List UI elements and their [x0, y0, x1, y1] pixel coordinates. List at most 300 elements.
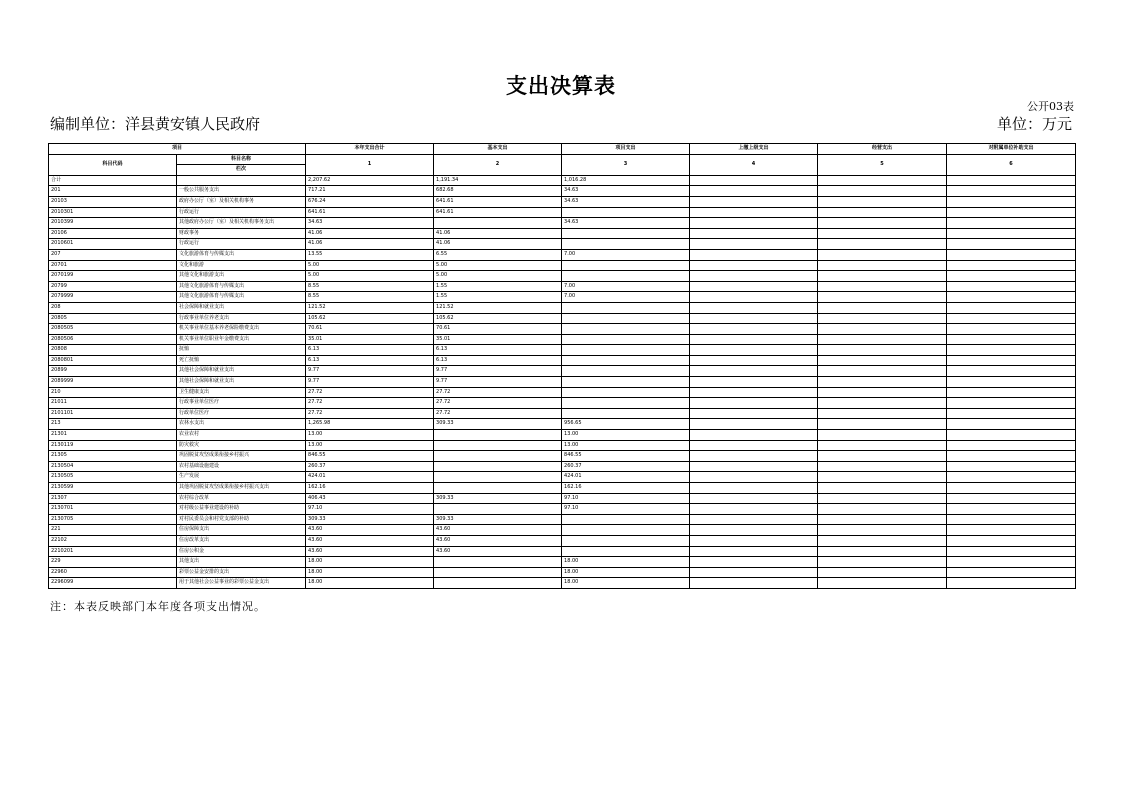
cell-business	[818, 546, 947, 557]
cell-subsidy	[947, 525, 1076, 536]
col-number-3: 3	[562, 154, 690, 175]
cell-project: 162.16	[562, 483, 690, 494]
cell-code: 20106	[49, 228, 177, 239]
cell-subsidy	[947, 567, 1076, 578]
cell-subsidy	[947, 186, 1076, 197]
table-row	[49, 451, 1076, 462]
cell-total: 34.63	[306, 218, 434, 229]
col-number-4: 4	[690, 154, 818, 175]
cell-subsidy	[947, 207, 1076, 218]
cell-code: 2079999	[49, 292, 177, 303]
header-row-1	[49, 144, 1076, 155]
cell-code: 2130701	[49, 504, 177, 515]
cell-business	[818, 408, 947, 419]
cell-project	[562, 207, 690, 218]
cell-upper	[690, 440, 818, 451]
cell-name: 机关事业单位基本养老保险缴费支出	[177, 324, 306, 335]
cell-basic: 641.61	[434, 207, 562, 218]
cell-total: 641.61	[306, 207, 434, 218]
cell-basic: 43.60	[434, 535, 562, 546]
cell-code: 221	[49, 525, 177, 536]
cell-total: 27.72	[306, 398, 434, 409]
header-col-basic: 基本支出	[434, 144, 562, 155]
cell-project: 18.00	[562, 567, 690, 578]
cell-name: 住房公积金	[177, 546, 306, 557]
cell-total: 41.06	[306, 228, 434, 239]
cell-project	[562, 260, 690, 271]
cell-upper	[690, 504, 818, 515]
header-col-upper: 上缴上级支出	[690, 144, 818, 155]
cell-business	[818, 271, 947, 282]
cell-basic	[434, 218, 562, 229]
cell-project: 956.65	[562, 419, 690, 430]
table-row	[49, 281, 1076, 292]
cell-code: 20899	[49, 366, 177, 377]
cell-project	[562, 324, 690, 335]
table-row	[49, 196, 1076, 207]
cell-subsidy	[947, 292, 1076, 303]
table-row	[49, 355, 1076, 366]
cell-business	[818, 196, 947, 207]
cell-total: 260.37	[306, 461, 434, 472]
cell-total: 13.55	[306, 249, 434, 260]
cell-upper	[690, 249, 818, 260]
table-row	[49, 249, 1076, 260]
cell-basic: 5.00	[434, 260, 562, 271]
cell-upper	[690, 366, 818, 377]
cell-business	[818, 535, 947, 546]
cell-name: 行政运行	[177, 239, 306, 250]
cell-project	[562, 302, 690, 313]
cell-total: 2,207.62	[306, 175, 434, 186]
cell-project: 7.00	[562, 249, 690, 260]
cell-code: 213	[49, 419, 177, 430]
cell-business	[818, 260, 947, 271]
cell-name: 抚恤	[177, 345, 306, 356]
table-row	[49, 567, 1076, 578]
cell-basic: 682.68	[434, 186, 562, 197]
cell-name: 卫生健康支出	[177, 387, 306, 398]
cell-upper	[690, 493, 818, 504]
table-row	[49, 419, 1076, 430]
cell-basic	[434, 483, 562, 494]
cell-subsidy	[947, 578, 1076, 589]
cell-code: 2010399	[49, 218, 177, 229]
cell-code: 20103	[49, 196, 177, 207]
cell-project	[562, 334, 690, 345]
table-row	[49, 387, 1076, 398]
table-row	[49, 313, 1076, 324]
cell-basic	[434, 440, 562, 451]
cell-project: 34.63	[562, 186, 690, 197]
cell-basic: 9.77	[434, 366, 562, 377]
cell-upper	[690, 398, 818, 409]
cell-code: 20808	[49, 345, 177, 356]
cell-name: 文化和旅游	[177, 260, 306, 271]
cell-name: 农业农村	[177, 430, 306, 441]
cell-name: 对村民委员会和村党支部的补助	[177, 514, 306, 525]
table-row	[49, 228, 1076, 239]
form-number: 公开03表	[1027, 100, 1074, 113]
header-col-subsidy: 对附属单位补助支出	[947, 144, 1076, 155]
cell-upper	[690, 355, 818, 366]
cell-total: 5.00	[306, 260, 434, 271]
cell-business	[818, 175, 947, 186]
cell-upper	[690, 175, 818, 186]
header-name: 科目名称	[177, 154, 306, 165]
cell-subsidy	[947, 557, 1076, 568]
cell-code: 2130505	[49, 472, 177, 483]
cell-upper	[690, 186, 818, 197]
cell-name: 机关事业单位职业年金缴费支出	[177, 334, 306, 345]
cell-code: 21307	[49, 493, 177, 504]
cell-total: 9.77	[306, 366, 434, 377]
table-row	[49, 345, 1076, 356]
cell-project: 34.63	[562, 196, 690, 207]
cell-name: 行政运行	[177, 207, 306, 218]
cell-business	[818, 430, 947, 441]
cell-subsidy	[947, 398, 1076, 409]
cell-name: 行政单位医疗	[177, 408, 306, 419]
cell-total: 70.61	[306, 324, 434, 335]
cell-name: 对村级公益事业建设的补助	[177, 504, 306, 515]
cell-total: 18.00	[306, 557, 434, 568]
cell-name: 其他巩固脱贫攻坚成果衔接乡村振兴支出	[177, 483, 306, 494]
cell-upper	[690, 218, 818, 229]
cell-subsidy	[947, 302, 1076, 313]
cell-subsidy	[947, 239, 1076, 250]
cell-project	[562, 525, 690, 536]
cell-business	[818, 313, 947, 324]
cell-code: 2070199	[49, 271, 177, 282]
cell-basic: 121.52	[434, 302, 562, 313]
cell-subsidy	[947, 334, 1076, 345]
cell-business	[818, 207, 947, 218]
cell-business	[818, 451, 947, 462]
cell-total: 43.60	[306, 525, 434, 536]
cell-code: 合计	[49, 175, 177, 186]
cell-total: 717.21	[306, 186, 434, 197]
cell-business	[818, 281, 947, 292]
cell-business	[818, 461, 947, 472]
table-row	[49, 186, 1076, 197]
cell-total: 43.60	[306, 546, 434, 557]
table-row	[49, 292, 1076, 303]
cell-upper	[690, 483, 818, 494]
cell-name: 其他支出	[177, 557, 306, 568]
cell-upper	[690, 525, 818, 536]
cell-business	[818, 567, 947, 578]
cell-business	[818, 302, 947, 313]
table-row	[49, 398, 1076, 409]
cell-code: 2080801	[49, 355, 177, 366]
cell-basic: 105.62	[434, 313, 562, 324]
cell-business	[818, 366, 947, 377]
table-row	[49, 514, 1076, 525]
cell-project: 1,016.28	[562, 175, 690, 186]
cell-project: 7.00	[562, 281, 690, 292]
cell-name: 彩票公益金安排的支出	[177, 567, 306, 578]
cell-name: 行政事业单位养老支出	[177, 313, 306, 324]
cell-basic: 9.77	[434, 377, 562, 388]
cell-total: 18.00	[306, 567, 434, 578]
header-sub: 栏次	[177, 165, 306, 176]
cell-subsidy	[947, 440, 1076, 451]
cell-basic: 309.33	[434, 419, 562, 430]
cell-upper	[690, 472, 818, 483]
cell-subsidy	[947, 324, 1076, 335]
cell-project: 34.63	[562, 218, 690, 229]
table-row	[49, 366, 1076, 377]
cell-code: 208	[49, 302, 177, 313]
cell-subsidy	[947, 196, 1076, 207]
cell-project	[562, 535, 690, 546]
cell-project	[562, 398, 690, 409]
header-code: 科目代码	[49, 154, 177, 175]
cell-business	[818, 249, 947, 260]
cell-basic: 35.01	[434, 334, 562, 345]
cell-subsidy	[947, 345, 1076, 356]
cell-code: 2080506	[49, 334, 177, 345]
cell-total: 27.72	[306, 408, 434, 419]
cell-code: 21305	[49, 451, 177, 462]
table-row	[49, 578, 1076, 589]
cell-total: 846.55	[306, 451, 434, 462]
cell-upper	[690, 196, 818, 207]
table-body	[49, 175, 1076, 588]
cell-code: 22960	[49, 567, 177, 578]
cell-basic: 309.33	[434, 493, 562, 504]
cell-business	[818, 525, 947, 536]
cell-upper	[690, 546, 818, 557]
cell-basic: 43.60	[434, 546, 562, 557]
cell-subsidy	[947, 271, 1076, 282]
cell-subsidy	[947, 260, 1076, 271]
cell-subsidy	[947, 472, 1076, 483]
table-row	[49, 461, 1076, 472]
table-row	[49, 271, 1076, 282]
cell-basic	[434, 567, 562, 578]
cell-project	[562, 355, 690, 366]
table-row	[49, 218, 1076, 229]
cell-project: 18.00	[562, 578, 690, 589]
cell-upper	[690, 239, 818, 250]
cell-name: 农林水支出	[177, 419, 306, 430]
cell-total: 5.00	[306, 271, 434, 282]
cell-project	[562, 408, 690, 419]
cell-project	[562, 546, 690, 557]
cell-basic: 1.55	[434, 292, 562, 303]
cell-project	[562, 514, 690, 525]
cell-business	[818, 334, 947, 345]
cell-business	[818, 578, 947, 589]
cell-business	[818, 228, 947, 239]
cell-upper	[690, 419, 818, 430]
cell-code: 207	[49, 249, 177, 260]
cell-subsidy	[947, 387, 1076, 398]
table-header	[49, 144, 1076, 176]
cell-code: 2080505	[49, 324, 177, 335]
cell-code: 2130705	[49, 514, 177, 525]
cell-subsidy	[947, 281, 1076, 292]
cell-project: 7.00	[562, 292, 690, 303]
cell-code: 2010301	[49, 207, 177, 218]
cell-code: 2101101	[49, 408, 177, 419]
header-item: 项目	[49, 144, 306, 155]
cell-upper	[690, 567, 818, 578]
cell-business	[818, 419, 947, 430]
table-row	[49, 440, 1076, 451]
cell-code: 2130599	[49, 483, 177, 494]
cell-total: 1,265.98	[306, 419, 434, 430]
cell-project	[562, 366, 690, 377]
cell-project: 846.55	[562, 451, 690, 462]
cell-name: 行政事业单位医疗	[177, 398, 306, 409]
table-row	[49, 535, 1076, 546]
cell-basic: 43.60	[434, 525, 562, 536]
table-row	[49, 504, 1076, 515]
cell-upper	[690, 228, 818, 239]
cell-upper	[690, 535, 818, 546]
table-row	[49, 239, 1076, 250]
cell-upper	[690, 430, 818, 441]
cell-basic: 6.55	[434, 249, 562, 260]
cell-upper	[690, 334, 818, 345]
cell-basic	[434, 451, 562, 462]
cell-upper	[690, 271, 818, 282]
cell-upper	[690, 578, 818, 589]
cell-subsidy	[947, 355, 1076, 366]
cell-total: 18.00	[306, 578, 434, 589]
cell-name: 财政事务	[177, 228, 306, 239]
cell-business	[818, 292, 947, 303]
cell-name: 一般公共服务支出	[177, 186, 306, 197]
cell-subsidy	[947, 451, 1076, 462]
cell-total: 35.01	[306, 334, 434, 345]
cell-business	[818, 324, 947, 335]
cell-code: 20799	[49, 281, 177, 292]
cell-business	[818, 186, 947, 197]
cell-name: 住房改革支出	[177, 535, 306, 546]
cell-business	[818, 398, 947, 409]
cell-subsidy	[947, 419, 1076, 430]
cell-total: 41.06	[306, 239, 434, 250]
cell-subsidy	[947, 493, 1076, 504]
cell-total: 6.13	[306, 345, 434, 356]
table-row	[49, 493, 1076, 504]
col-number-5: 5	[818, 154, 947, 175]
cell-code: 2010601	[49, 239, 177, 250]
cell-basic	[434, 578, 562, 589]
compiling-unit: 编制单位：洋县黄安镇人民政府	[50, 115, 261, 133]
report-title: 支出决算表	[506, 74, 616, 98]
cell-subsidy	[947, 461, 1076, 472]
cell-upper	[690, 514, 818, 525]
cell-name: 其他政府办公厅（室）及相关机构事务支出	[177, 218, 306, 229]
cell-name: 其他文化和旅游支出	[177, 271, 306, 282]
cell-total: 13.00	[306, 440, 434, 451]
cell-business	[818, 239, 947, 250]
cell-subsidy	[947, 504, 1076, 515]
cell-basic: 309.33	[434, 514, 562, 525]
cell-total: 43.60	[306, 535, 434, 546]
cell-business	[818, 514, 947, 525]
cell-name: 政府办公厅（室）及相关机构事务	[177, 196, 306, 207]
cell-code: 201	[49, 186, 177, 197]
cell-upper	[690, 207, 818, 218]
cell-subsidy	[947, 377, 1076, 388]
header-row-2	[49, 154, 1076, 165]
cell-total: 121.52	[306, 302, 434, 313]
cell-basic: 41.06	[434, 228, 562, 239]
cell-upper	[690, 324, 818, 335]
cell-code: 21301	[49, 430, 177, 441]
cell-basic: 6.13	[434, 345, 562, 356]
cell-code: 22102	[49, 535, 177, 546]
cell-basic: 27.72	[434, 398, 562, 409]
cell-subsidy	[947, 218, 1076, 229]
cell-basic	[434, 504, 562, 515]
cell-basic: 5.00	[434, 271, 562, 282]
cell-project	[562, 387, 690, 398]
cell-business	[818, 355, 947, 366]
cell-upper	[690, 451, 818, 462]
cell-business	[818, 557, 947, 568]
cell-name: 其他社会保障和就业支出	[177, 377, 306, 388]
cell-upper	[690, 313, 818, 324]
cell-subsidy	[947, 175, 1076, 186]
cell-basic	[434, 430, 562, 441]
table-row	[49, 408, 1076, 419]
cell-name: 用于其他社会公益事业的彩票公益金支出	[177, 578, 306, 589]
cell-name: 文化旅游体育与传媒支出	[177, 249, 306, 260]
cell-total: 13.00	[306, 430, 434, 441]
cell-total: 309.33	[306, 514, 434, 525]
cell-business	[818, 377, 947, 388]
cell-subsidy	[947, 313, 1076, 324]
cell-business	[818, 483, 947, 494]
cell-total: 6.13	[306, 355, 434, 366]
cell-total: 162.16	[306, 483, 434, 494]
cell-name: 住房保障支出	[177, 525, 306, 536]
cell-total: 8.55	[306, 281, 434, 292]
cell-name: 社会保障和就业支出	[177, 302, 306, 313]
cell-name: 其他文化旅游体育与传媒支出	[177, 292, 306, 303]
cell-total: 97.10	[306, 504, 434, 515]
cell-subsidy	[947, 514, 1076, 525]
cell-upper	[690, 281, 818, 292]
cell-basic	[434, 557, 562, 568]
expenditure-table	[48, 143, 1076, 589]
cell-code: 210	[49, 387, 177, 398]
col-number-1: 1	[306, 154, 434, 175]
table-row	[49, 430, 1076, 441]
cell-basic: 41.06	[434, 239, 562, 250]
cell-project	[562, 313, 690, 324]
cell-business	[818, 387, 947, 398]
cell-subsidy	[947, 366, 1076, 377]
cell-business	[818, 493, 947, 504]
table-row	[49, 525, 1076, 536]
cell-upper	[690, 260, 818, 271]
cell-code: 20701	[49, 260, 177, 271]
cell-code: 2210201	[49, 546, 177, 557]
cell-name: 农村综合改革	[177, 493, 306, 504]
cell-project: 18.00	[562, 557, 690, 568]
cell-subsidy	[947, 430, 1076, 441]
col-number-6: 6	[947, 154, 1076, 175]
cell-project: 97.10	[562, 493, 690, 504]
